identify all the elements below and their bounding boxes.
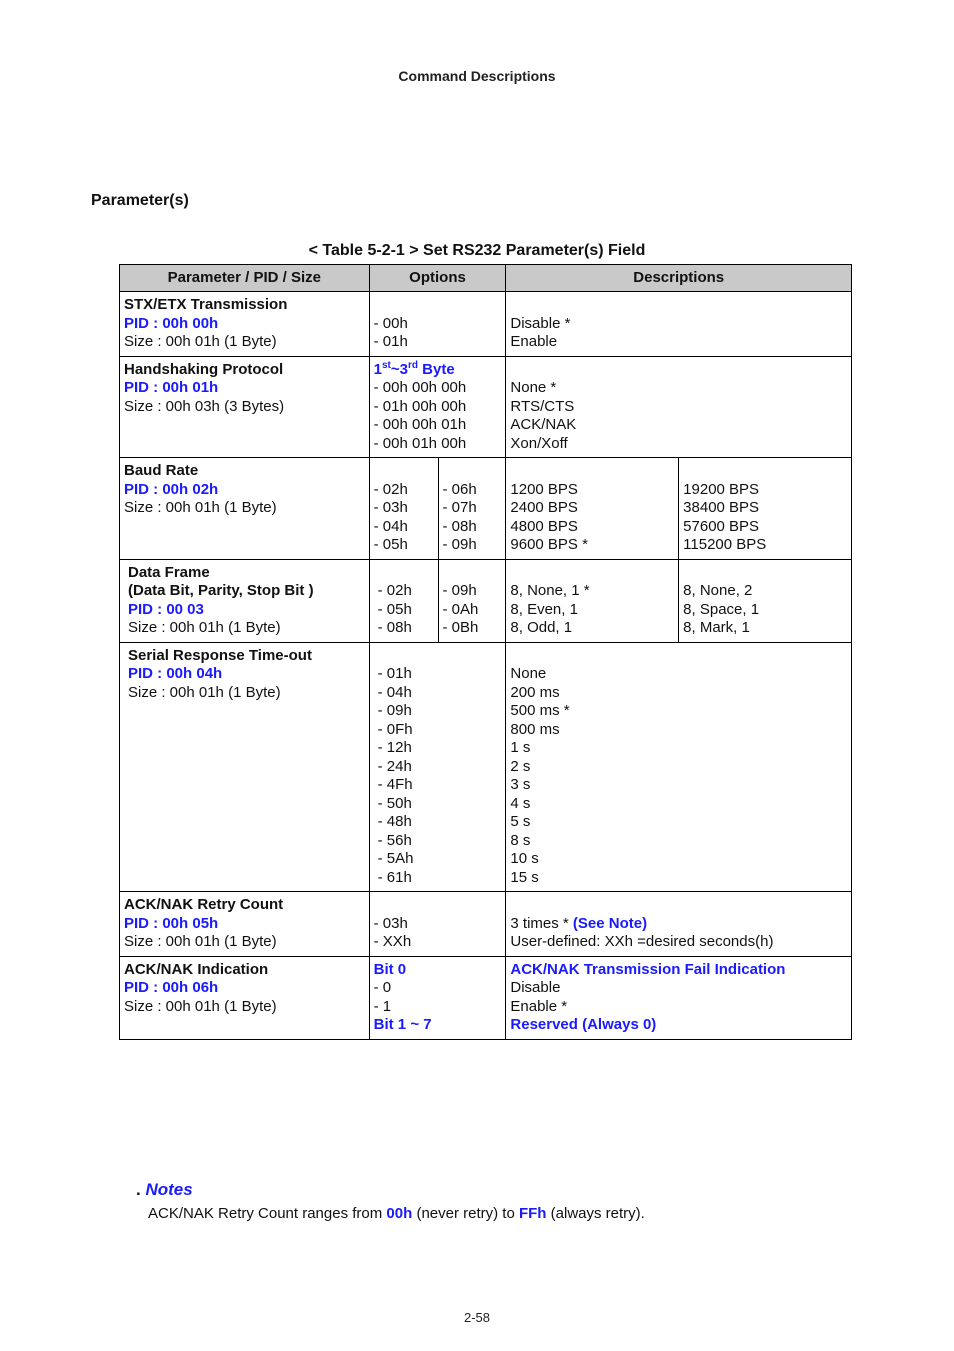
description-value: 8, Mark, 1 (683, 619, 750, 636)
description-value: 2 s (510, 757, 531, 775)
description-value: 800 ms (510, 720, 560, 738)
option-value: - 03h (373, 499, 408, 516)
description-value: 9600 BPS * (510, 536, 588, 553)
table-header-row (120, 265, 852, 292)
description-value: 4800 BPS (510, 517, 578, 535)
parameter-cell (120, 642, 370, 892)
parameter-cell (120, 356, 370, 458)
table-row (120, 356, 852, 458)
parameter-size: Size : 00h 01h (1 Byte) (128, 619, 281, 636)
see-note-link: (See Note) (572, 914, 648, 932)
descriptions-cell (679, 559, 852, 642)
page-number: 2-58 (463, 1310, 491, 1325)
descriptions-cell (506, 956, 852, 1039)
descriptions-cell (506, 559, 679, 642)
description-value: 8, Space, 1 (683, 600, 760, 618)
options-cell (438, 559, 506, 642)
description-value: 57600 BPS (683, 517, 760, 535)
option-value: - 09h (442, 582, 477, 599)
options-cell (438, 458, 506, 560)
parameter-subtitle: (Data Bit, Parity, Stop Bit ) (128, 582, 314, 599)
description-value: 3 times * (See Note) (510, 914, 648, 932)
options-cell (369, 292, 506, 357)
table-caption: < Table 5-2-1 > Set RS232 Parameter(s) Field (308, 242, 646, 259)
option-value: - 04h (373, 517, 408, 535)
description-value: 1200 BPS (510, 480, 578, 498)
description-value: Disable * (510, 314, 571, 332)
option-value: - 56h (377, 831, 412, 849)
options-cell (369, 892, 506, 957)
description-value: 3 s (510, 776, 531, 793)
description-value: Enable * (510, 997, 568, 1015)
description-value: 5 s (510, 813, 531, 830)
option-value: - 0Ah (442, 600, 479, 618)
description-value: 8, None, 1 * (510, 582, 590, 599)
option-value: - 12h (377, 739, 412, 756)
header-descriptions: Descriptions (506, 265, 852, 292)
description-value: User-defined: XXh =desired seconds(h) (510, 933, 774, 950)
parameter-pid: PID : 00h 01h (124, 379, 219, 396)
option-value: - 00h (373, 314, 408, 332)
option-value: - 00h 00h 00h (373, 379, 467, 396)
parameter-name: Baud Rate (124, 462, 199, 479)
option-value: - 01h 00h 00h (373, 397, 467, 415)
option-value: - 1 (373, 997, 392, 1015)
bit-label: Bit 0 (373, 960, 407, 978)
options-cell (369, 356, 506, 458)
parameter-size: Size : 00h 01h (1 Byte) (128, 683, 281, 701)
description-value: 8, Even, 1 (510, 600, 578, 618)
description-value: 15 s (510, 868, 539, 886)
parameter-cell (120, 559, 370, 642)
table-row (120, 892, 852, 957)
parameter-size: Size : 00h 01h (1 Byte) (124, 933, 277, 950)
parameter-cell (120, 892, 370, 957)
description-value: 8 s (510, 831, 531, 849)
parameter-pid: PID : 00h 05h (124, 914, 219, 932)
parameter-pid: PID : 00h 02h (124, 480, 219, 498)
parameter-name: ACK/NAK Retry Count (124, 896, 284, 913)
option-value: - 5Ah (377, 850, 414, 867)
description-value: 38400 BPS (683, 499, 760, 516)
description-title: ACK/NAK Transmission Fail Indication (510, 960, 786, 978)
option-value: - 00h 00h 01h (373, 416, 467, 433)
description-value: None * (510, 379, 557, 396)
header-parameter: Parameter / PID / Size (120, 265, 370, 292)
parameter-pid: PID : 00 03 (128, 600, 204, 618)
notes-title: . Notes (136, 1180, 193, 1199)
description-value: Enable (510, 333, 558, 350)
descriptions-cell (506, 356, 852, 458)
parameter-pid: PID : 00h 04h (128, 665, 223, 682)
parameter-size: Size : 00h 01h (1 Byte) (124, 997, 277, 1015)
descriptions-cell (679, 458, 852, 560)
retry-max-value: FFh (518, 1205, 547, 1222)
option-value: - 0Bh (442, 619, 479, 636)
parameter-size: Size : 00h 03h (3 Bytes) (124, 397, 285, 415)
option-value: - 04h (377, 683, 412, 701)
options-cell (369, 458, 438, 560)
option-value: - 0Fh (377, 720, 413, 738)
option-value: - 61h (377, 868, 412, 886)
description-value: 2400 BPS (510, 499, 578, 516)
descriptions-cell (506, 458, 679, 560)
table-row (120, 559, 852, 642)
parameter-name: Serial Response Time-out (128, 646, 312, 664)
table-row (120, 292, 852, 357)
option-value: - 06h (442, 480, 477, 498)
option-value: - XXh (373, 933, 412, 950)
page-header: Command Descriptions (398, 68, 556, 84)
description-value: 8, None, 2 (683, 582, 753, 599)
option-value: - 48h (377, 813, 412, 830)
options-cell (369, 642, 506, 892)
table-row (120, 458, 852, 560)
rs232-parameter-table (119, 264, 852, 1040)
parameter-name: STX/ETX Transmission (124, 296, 288, 313)
option-value: - 05h (377, 600, 412, 618)
option-value: - 02h (373, 480, 408, 498)
description-value: 8, Odd, 1 (510, 619, 573, 636)
byte-range-label: 1st~3rd Byte (373, 359, 455, 378)
parameter-size: Size : 00h 01h (1 Byte) (124, 499, 277, 516)
description-value: RTS/CTS (510, 397, 575, 415)
parameter-cell (120, 956, 370, 1039)
description-value: 115200 BPS (683, 536, 767, 553)
parameter-cell (120, 292, 370, 357)
description-value: None (510, 665, 547, 682)
option-value: - 01h (373, 333, 408, 350)
bit-label: Bit 1 ~ 7 (373, 1016, 432, 1033)
options-cell (369, 956, 506, 1039)
descriptions-cell (506, 892, 852, 957)
parameter-pid: PID : 00h 00h (124, 314, 219, 332)
description-value: 4 s (510, 794, 531, 812)
description-value: 10 s (510, 850, 539, 867)
option-value: - 24h (377, 757, 412, 775)
description-value: 200 ms (510, 683, 560, 701)
description-value: Xon/Xoff (510, 434, 568, 452)
retry-min-value: 00h (386, 1205, 413, 1222)
option-value: - 4Fh (377, 776, 413, 793)
parameter-name: ACK/NAK Indication (124, 960, 269, 978)
descriptions-cell (506, 292, 852, 357)
parameter-cell (120, 458, 370, 560)
option-value: - 07h (442, 499, 477, 516)
option-value: - 02h (377, 582, 412, 599)
option-value: - 09h (442, 536, 477, 553)
description-reserved: Reserved (Always 0) (510, 1016, 657, 1033)
table-row (120, 956, 852, 1039)
option-value: - 08h (442, 517, 477, 535)
parameter-size: Size : 00h 01h (1 Byte) (124, 333, 277, 350)
description-value: 500 ms * (510, 702, 570, 719)
descriptions-cell (506, 642, 852, 892)
option-value: - 0 (373, 979, 392, 996)
option-value: - 00h 01h 00h (373, 434, 467, 452)
parameter-name: Data Frame (128, 563, 210, 581)
table-row (120, 642, 852, 892)
header-options: Options (369, 265, 506, 292)
option-value: - 01h (377, 665, 412, 682)
notes-text: ACK/NAK Retry Count ranges from 00h (never retry) to FFh (always retry). (148, 1205, 645, 1222)
section-title: Parameter(s) (91, 192, 189, 209)
option-value: - 05h (373, 536, 408, 553)
parameter-name: Handshaking Protocol (124, 360, 284, 378)
description-value: ACK/NAK (510, 416, 577, 433)
option-value: - 08h (377, 619, 412, 636)
description-value: 1 s (510, 739, 531, 756)
options-cell (369, 559, 438, 642)
parameter-pid: PID : 00h 06h (124, 979, 219, 996)
option-value: - 09h (377, 702, 412, 719)
description-value: 19200 BPS (683, 480, 760, 498)
option-value: - 03h (373, 914, 408, 932)
option-value: - 50h (377, 794, 412, 812)
description-value: Disable (510, 979, 561, 996)
